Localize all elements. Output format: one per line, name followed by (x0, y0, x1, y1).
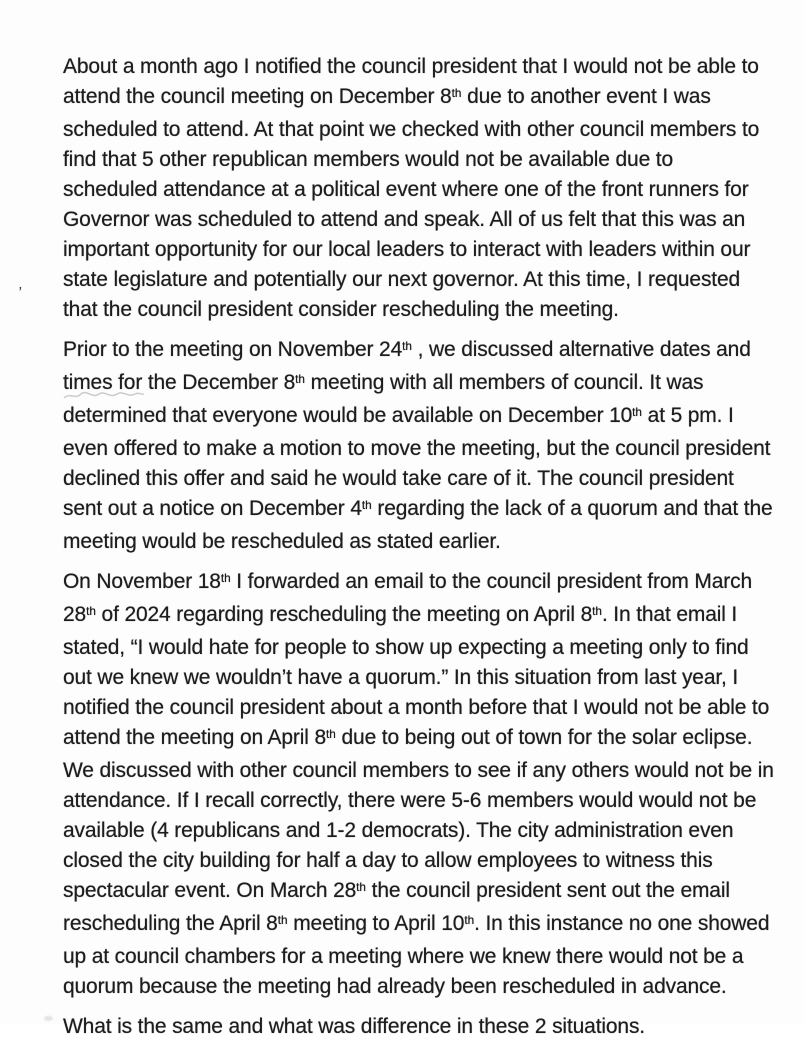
text-line: What is the same and what was difference in these 2 situations. (63, 1015, 645, 1038)
text-line: even offered to make a motion to move the meeting, but the council president (63, 437, 771, 460)
text-line: important opportunity for our local leaders to interact with leaders within our (63, 238, 751, 261)
stray-pen-mark: ’ (16, 283, 23, 302)
text-line: meeting would be rescheduled as stated earlier. (63, 530, 501, 553)
text-line: that the council president consider rescheduling the meeting. (63, 298, 619, 321)
paragraph-april-2024-precedent (63, 567, 774, 1002)
document-text-block (63, 52, 774, 1052)
text-line: attend the meeting on April 8th due to being out of town for the solar eclipse. (63, 726, 753, 749)
text-line: find that 5 other republican members would not be available due to (63, 148, 673, 171)
text-line: quorum because the meeting had already been rescheduled in advance. (63, 975, 727, 998)
text-line: rescheduling the April 8th meeting to April 10th. In this instance no one showed (63, 912, 770, 935)
text-line: scheduled attendance at a political event where one of the front runners for (63, 178, 749, 201)
text-line: declined this offer and said he would take care of it. The council president (63, 467, 734, 490)
text-line: We discussed with other council members to see if any others would not be in (63, 759, 774, 782)
closing-question (63, 1012, 763, 1042)
paragraph-december-meeting (63, 52, 763, 325)
text-line: available (4 republicans and 1-2 democrats). The city administration even (63, 819, 734, 842)
text-line: stated, “I would hate for people to show up expecting a meeting only to find (63, 636, 749, 659)
text-line: out we knew we wouldn’t have a quorum.” In this situation from last year, I (63, 666, 739, 689)
text-line: determined that everyone would be available on December 10th at 5 pm. I (63, 404, 734, 427)
text-line: closed the city building for half a day to allow employees to witness this (63, 849, 713, 872)
text-line: On November 18th I forwarded an email to the council president from March (63, 570, 752, 593)
text-line: state legislature and potentially our next governor. At this time, I requested (63, 268, 741, 291)
text-line: 28th of 2024 regarding rescheduling the meeting on April 8th. In that email I (63, 603, 738, 626)
text-line: notified the council president about a month before that I would not be able to (63, 696, 770, 719)
text-line: About a month ago I notified the council president that I would not be able to (63, 55, 759, 78)
text-line: up at council chambers for a meeting where we knew there would not be a (63, 945, 744, 968)
text-line: attendance. If I recall correctly, there were 5-6 members would would not be (63, 789, 757, 812)
scan-speck (44, 1016, 53, 1021)
text-line: times for the December 8th meeting with all members of council. It was (63, 371, 704, 394)
paragraph-november-24-discussion (63, 335, 773, 557)
text-line: attend the council meeting on December 8th due to another event I was (63, 85, 711, 108)
text-line: Governor was scheduled to attend and speak. All of us felt that this was an (63, 208, 746, 231)
text-line: scheduled to attend. At that point we checked with other council members to (63, 118, 760, 141)
text-line: sent out a notice on December 4th regarding the lack of a quorum and that the (63, 497, 773, 520)
text-line: spectacular event. On March 28th the council president sent out the email (63, 879, 730, 902)
text-line: Prior to the meeting on November 24th , we discussed alternative dates and (63, 338, 751, 361)
